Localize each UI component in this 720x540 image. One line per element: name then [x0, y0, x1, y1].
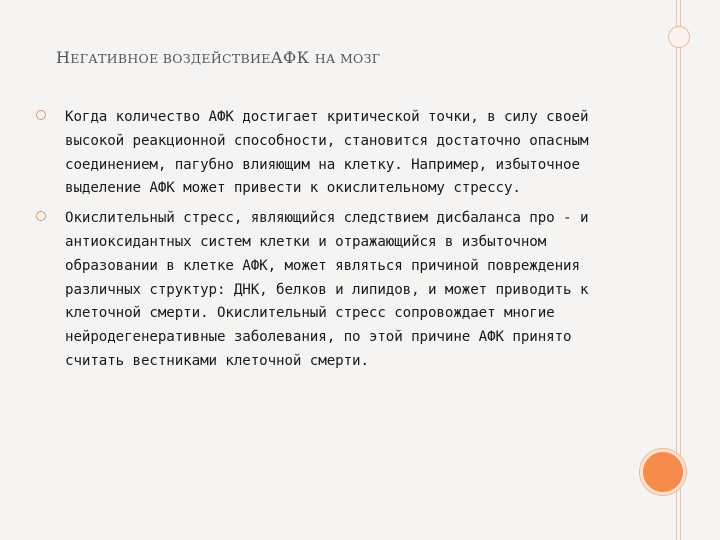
bullet-list — [36, 106, 636, 380]
bullet-item — [36, 207, 636, 374]
decorative-circle-top — [668, 26, 690, 48]
title-small-caps: ЕГАТИВНОЕ ВОЗДЕЙСТВИЕ — [70, 51, 271, 66]
bullet-item — [36, 106, 636, 201]
title-tail: НА МОЗГ — [314, 51, 381, 66]
decorative-circle-bottom — [640, 449, 686, 495]
ring-bullet-icon — [36, 110, 46, 120]
bullet-text: Окислительный стресс, являющийся следствием дисбаланса про - и антиоксидантных систем клетки и отражающийся в избыточном образовании в клетке АФК, может являться причиной повреждения различных структур: ДНК, белков и липидов, и может приводить к клеточной смерти. Окислительный стресс сопровождает многие нейродегенеративные заболевания, по этой причине АФК принято считать вестниками клеточной смерти. — [65, 210, 589, 369]
title-initial: Н — [56, 48, 71, 67]
slide-title — [56, 48, 380, 67]
ring-bullet-icon — [36, 211, 46, 221]
bullet-text: Когда количество АФК достигает критической точки, в силу своей высокой реакционной способности, становится достаточно опасным соединением, пагубно влияющим на клетку. Например, избыточное выделение АФК может привести к окислительному стрессу. — [65, 109, 589, 197]
title-abbrev: АФК — [270, 48, 315, 67]
